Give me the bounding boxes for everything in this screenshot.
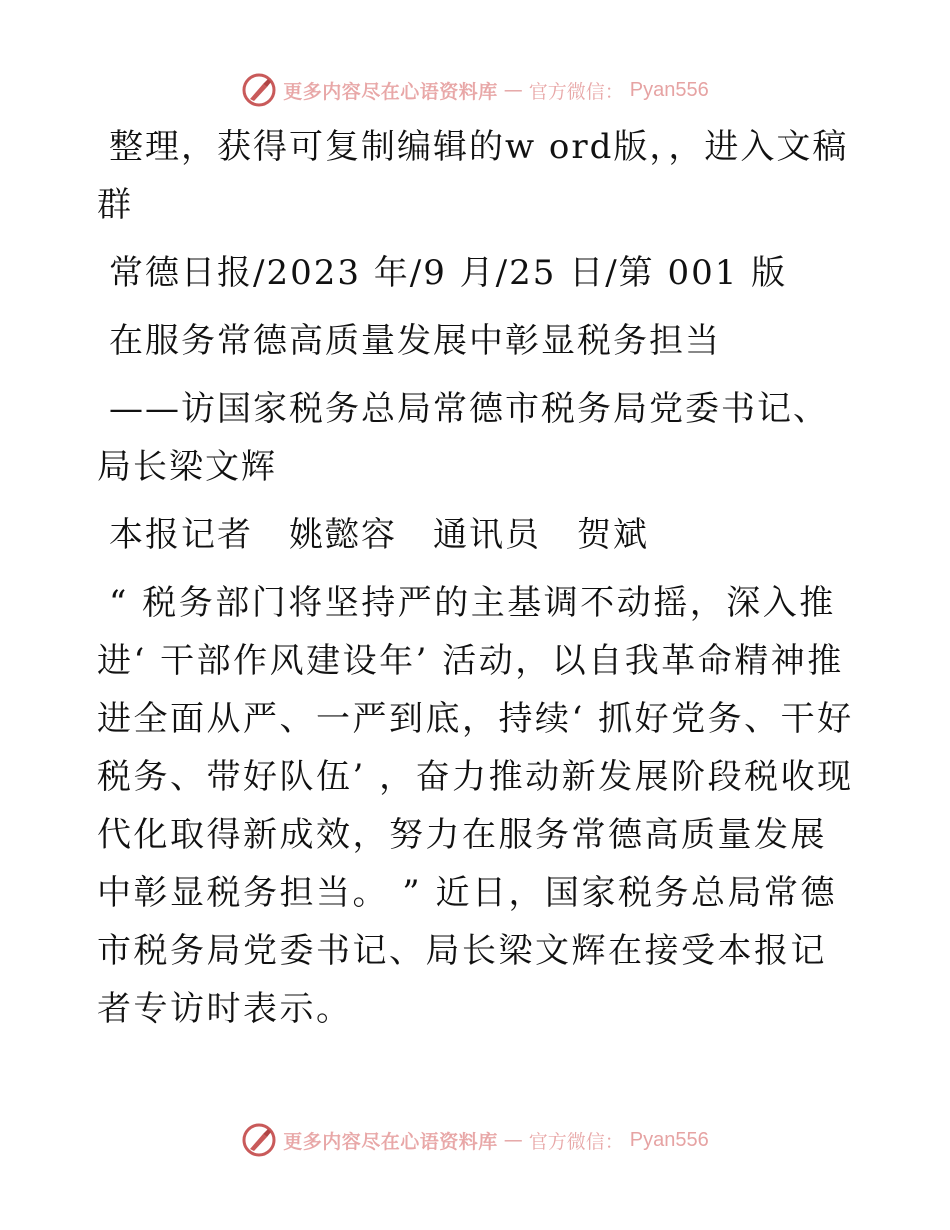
- article-subheadline: ——访国家税务总局常德市税务局党委书记、局长梁文辉: [97, 389, 829, 487]
- footer-watermark: [0, 1120, 950, 1160]
- watermark-site-text: 更多内容尽在心语资料库: [283, 80, 498, 103]
- watermark-wechat-id: Pyan556: [629, 78, 709, 101]
- intro-note: 整理，获得可复制编辑的w ord版，，进入文稿群: [97, 127, 849, 225]
- watermark-wechat-id: Pyan556: [629, 1128, 709, 1151]
- header-watermark: [0, 70, 950, 110]
- pen-logo-icon: [241, 72, 277, 108]
- article-headline: 在服务常德高质量发展中彰显税务担当: [109, 321, 721, 361]
- watermark-wechat-label: 官方微信：: [528, 80, 624, 103]
- watermark-wechat-label: 官方微信：: [528, 1130, 624, 1153]
- pen-logo-icon: [241, 1122, 277, 1158]
- article-byline: 本报记者 姚懿容 通讯员 贺斌: [109, 515, 649, 555]
- watermark-dash: —: [503, 79, 523, 101]
- article-paragraph: “ 税务部门将坚持严的主基调不动摇，深入推进‘ 干部作风建设年’ 活动，以自我革命精神推进全面从严、一严到底，持续‘ 抓好党务、干好税务、带好队伍’ ，奋力推动新发展阶段税收现代化取得新成效，努力在服务常德高质量发展中彰显税务担当。 ” 近日，国家税务总局常德市税务局党委书记、局长梁文辉在接受本报记者专访时表示。: [97, 583, 854, 1029]
- watermark-dash: —: [503, 1129, 523, 1151]
- source-line: 常德日报/2023 年/9 月/25 日/第 001 版: [109, 253, 788, 293]
- document-body: [97, 118, 857, 1048]
- watermark-site-text: 更多内容尽在心语资料库: [283, 1130, 498, 1153]
